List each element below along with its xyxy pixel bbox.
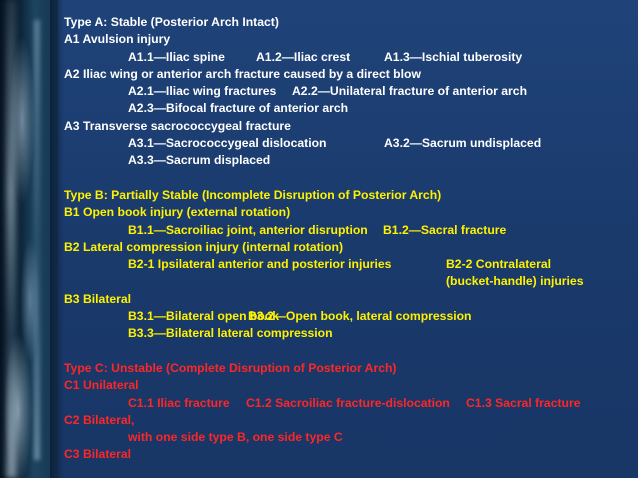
- type-c3-heading: C3 Bilateral: [64, 447, 132, 462]
- subtype-a2-1: A2.1—Iliac wing fractures: [128, 84, 277, 99]
- xray-image-edge-shadow: [50, 0, 64, 478]
- subtype-b2-1: B2-1 Ipsilateral anterior and posterior injuries: [128, 257, 392, 272]
- type-c1-heading: C1 Unilateral: [64, 378, 139, 393]
- subtype-a3-1: A3.1—Sacrococcygeal dislocation: [128, 136, 327, 151]
- type-a2-subtypes: [64, 83, 634, 100]
- subtype-c1-2: C1.2 Sacroiliac fracture-dislocation: [246, 395, 450, 410]
- type-a-title: Type A: Stable (Posterior Arch Intact): [64, 15, 279, 29]
- classification-text: [64, 14, 634, 464]
- subtype-a1-2: A1.2—Iliac crest: [256, 49, 351, 64]
- type-b2-subtypes: [64, 256, 634, 291]
- subtype-a1-1: A1.1—Iliac spine: [128, 49, 225, 64]
- type-b-title: Type B: Partially Stable (Incomplete Disruption of Posterior Arch): [64, 187, 442, 202]
- subtype-b1-1: B1.1—Sacroiliac joint, anterior disruption: [128, 222, 368, 237]
- type-c1-subtypes: [64, 395, 634, 412]
- subtype-a3-2: A3.2—Sacrum undisplaced: [384, 136, 542, 151]
- type-c-title: Type C: Unstable (Complete Disruption of Posterior Arch): [64, 360, 397, 375]
- subtype-a1-3: A1.3—Ischial tuberosity: [384, 49, 523, 64]
- type-a3-subtypes: [64, 135, 634, 152]
- type-b2-heading: B2 Lateral compression injury (internal rotation): [64, 239, 344, 254]
- subtype-a3-3: A3.3—Sacrum displaced: [128, 153, 271, 168]
- subtype-c1-1: C1.1 Iliac fracture: [128, 395, 230, 410]
- type-b1-subtypes: [64, 222, 634, 239]
- type-c2-heading: C2 Bilateral,: [64, 412, 135, 427]
- subtype-b3-3: B3.3—Bilateral lateral compression: [128, 326, 333, 341]
- subtype-a2-2: A2.2—Unilateral fracture of anterior arch: [292, 84, 528, 99]
- subtype-b1-2: B1.2—Sacral fracture: [383, 222, 507, 237]
- type-b3-subtypes: [64, 308, 634, 325]
- subtype-b3-1: B3.1—Bilateral open book: [128, 309, 280, 324]
- subtype-a2-3: A2.3—Bifocal fracture of anterior arch: [128, 101, 349, 116]
- type-b3-heading: B3 Bilateral: [64, 291, 132, 306]
- type-a1-heading: A1 Avulsion injury: [64, 32, 171, 47]
- type-a1-subtypes: [64, 49, 634, 66]
- type-a3-heading: A3 Transverse sacrococcygeal fracture: [64, 118, 291, 133]
- section-gap: [64, 170, 634, 187]
- section-gap: [64, 343, 634, 360]
- type-b1-heading: B1 Open book injury (external rotation): [64, 205, 291, 220]
- subtype-b2-2-line1: B2-2 Contralateral: [446, 257, 551, 272]
- subtype-c1-3: C1.3 Sacral fracture: [466, 395, 581, 410]
- subtype-b2-2-line2: (bucket-handle) injuries: [446, 274, 584, 289]
- type-a2-heading: A2 Iliac wing or anterior arch fracture caused by a direct blow: [64, 66, 421, 81]
- subtype-b3-2: B3.2—Open book, lateral compression: [248, 309, 472, 324]
- subtype-b2-2: [446, 256, 583, 291]
- type-c2-note: with one side type B, one side type C: [128, 430, 343, 445]
